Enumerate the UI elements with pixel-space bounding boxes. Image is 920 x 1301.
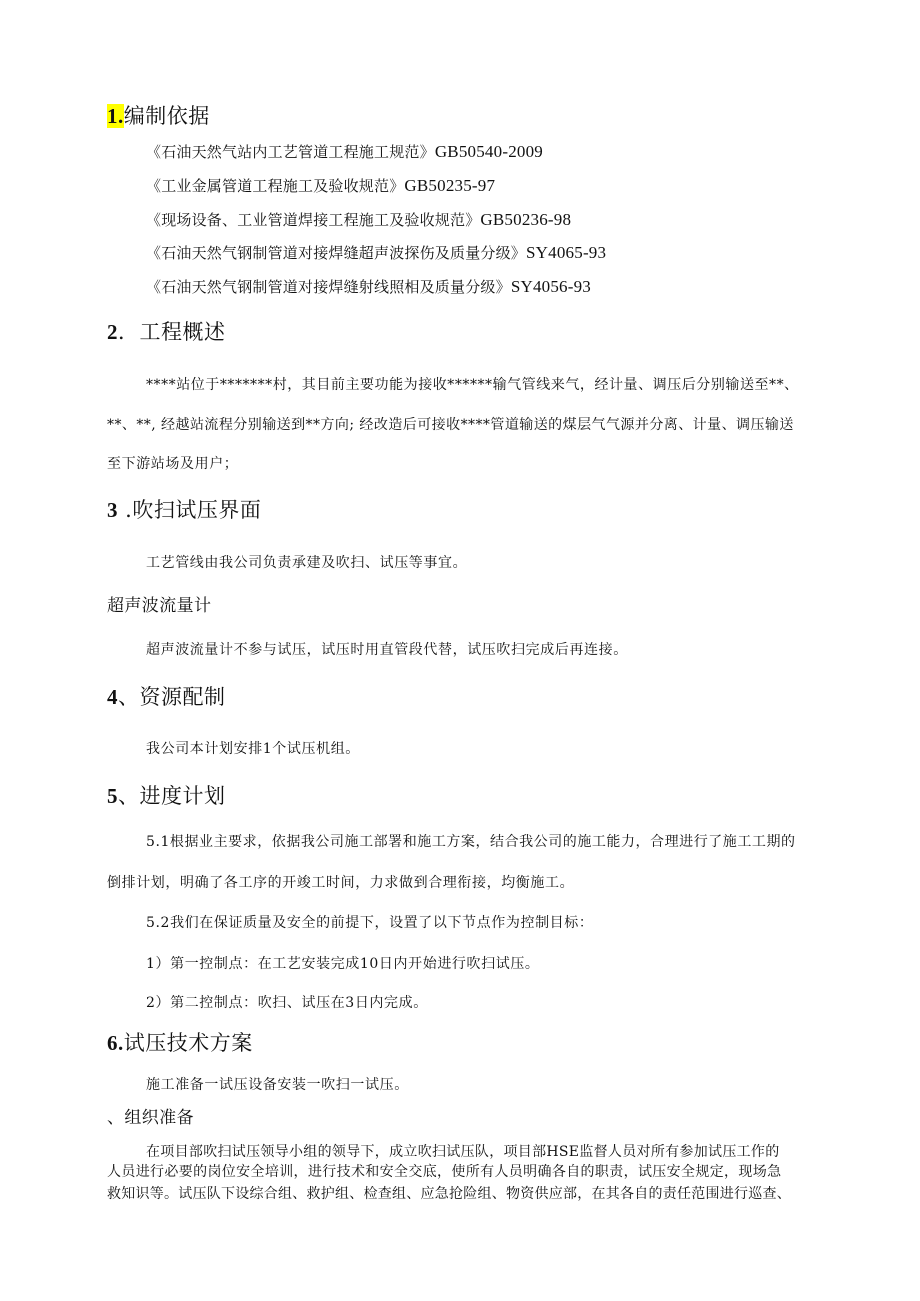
reference-2 (146, 175, 495, 196)
section-4-heading (107, 681, 226, 711)
overview-line-2: **、**, 经越站流程分别输送到**方向; 经改造后可接收****管道输送的煤层气气源并分离、计量、调压输送 (107, 417, 794, 433)
section-6-text: 施工准备一试压设备安装一吹扫一试压。 (146, 1077, 409, 1093)
reference-code: GB50235-97 (404, 176, 496, 195)
section-2-number: 2 (107, 320, 118, 344)
section-3-title: .吹扫试压界面 (118, 498, 262, 522)
control-point-1: 1）第一控制点：在工艺安装完成10日内开始进行吹扫试压。 (146, 956, 540, 972)
section-4-title: 、资源配制 (118, 685, 226, 709)
reference-code: GB50540-2009 (434, 142, 543, 161)
reference-name: 《工业金属管道工程施工及验收规范》 (146, 177, 405, 195)
overview-line-1: ****站位于*******村，其目前主要功能为接收******输气管线来气，经计量、调压后分别输送至**、 (146, 377, 799, 393)
schedule-paragraph-1-line-1: 5.1根据业主要求，依据我公司施工部署和施工方案，结合我公司的施工能力，合理进行了施工工期的 (146, 834, 796, 850)
organization-line-1: 在项目部吹扫试压领导小组的领导下，成立吹扫试压队，项目部HSE监督人员对所有参加试压工作的 (146, 1144, 780, 1160)
section-6-number: 6. (107, 1031, 124, 1055)
overview-line-3: 至下游站场及用户； (107, 456, 239, 472)
reference-4 (146, 242, 606, 263)
section-3-heading (107, 494, 261, 524)
section-1-title: 编制依据 (123, 104, 210, 128)
schedule-paragraph-2: 5.2我们在保证质量及安全的前提下，设置了以下节点作为控制目标： (146, 915, 594, 931)
section-1-number: 1. (107, 104, 124, 128)
section-6-heading (107, 1027, 253, 1057)
section-3-number: 3 (107, 498, 118, 522)
section-5-heading (107, 780, 226, 810)
reference-5 (146, 276, 591, 297)
reference-3 (146, 209, 571, 230)
flowmeter-subheading: 超声波流量计 (107, 596, 212, 616)
reference-code: SY4065-93 (526, 243, 607, 262)
reference-code: GB50236-98 (480, 210, 572, 229)
section-1-heading (107, 100, 210, 130)
control-point-2: 2）第二控制点：吹扫、试压在3日内完成。 (146, 995, 428, 1011)
reference-1 (146, 141, 543, 162)
organization-line-2: 人员进行必要的岗位安全培训，进行技术和安全交底，使所有人员明确各自的职责，试压安全规定，现场急 (107, 1164, 782, 1180)
reference-name: 《现场设备、工业管道焊接工程施工及验收规范》 (146, 211, 481, 229)
organization-subheading: 、组织准备 (107, 1108, 194, 1128)
section-6-title: 试压技术方案 (123, 1031, 253, 1055)
flowmeter-text: 超声波流量计不参与试压，试压时用直管段代替，试压吹扫完成后再连接。 (146, 642, 628, 658)
section-3-text: 工艺管线由我公司负责承建及吹扫、试压等事宜。 (146, 555, 468, 571)
section-5-title: 、进度计划 (118, 784, 226, 808)
organization-line-3: 救知识等。试压队下设综合组、救护组、检查组、应急抢险组、物资供应部，在其各自的责任范围进行巡查、 (107, 1186, 791, 1202)
reference-name: 《石油天然气钢制管道对接焊缝射线照相及质量分级》 (146, 278, 511, 296)
section-4-number: 4 (107, 685, 118, 709)
section-2-heading (107, 316, 226, 346)
schedule-paragraph-1-line-2: 倒排计划，明确了各工序的开竣工时间，力求做到合理衔接，均衡施工。 (107, 875, 575, 891)
reference-code: SY4056-93 (510, 277, 592, 296)
section-4-text: 我公司本计划安排1个试压机组。 (146, 741, 360, 757)
section-2-title: ．工程概述 (118, 320, 226, 344)
reference-name: 《石油天然气钢制管道对接焊缝超声波探伤及质量分级》 (146, 244, 527, 262)
reference-name: 《石油天然气站内工艺管道工程施工规范》 (146, 143, 435, 161)
section-5-number: 5 (107, 784, 118, 808)
